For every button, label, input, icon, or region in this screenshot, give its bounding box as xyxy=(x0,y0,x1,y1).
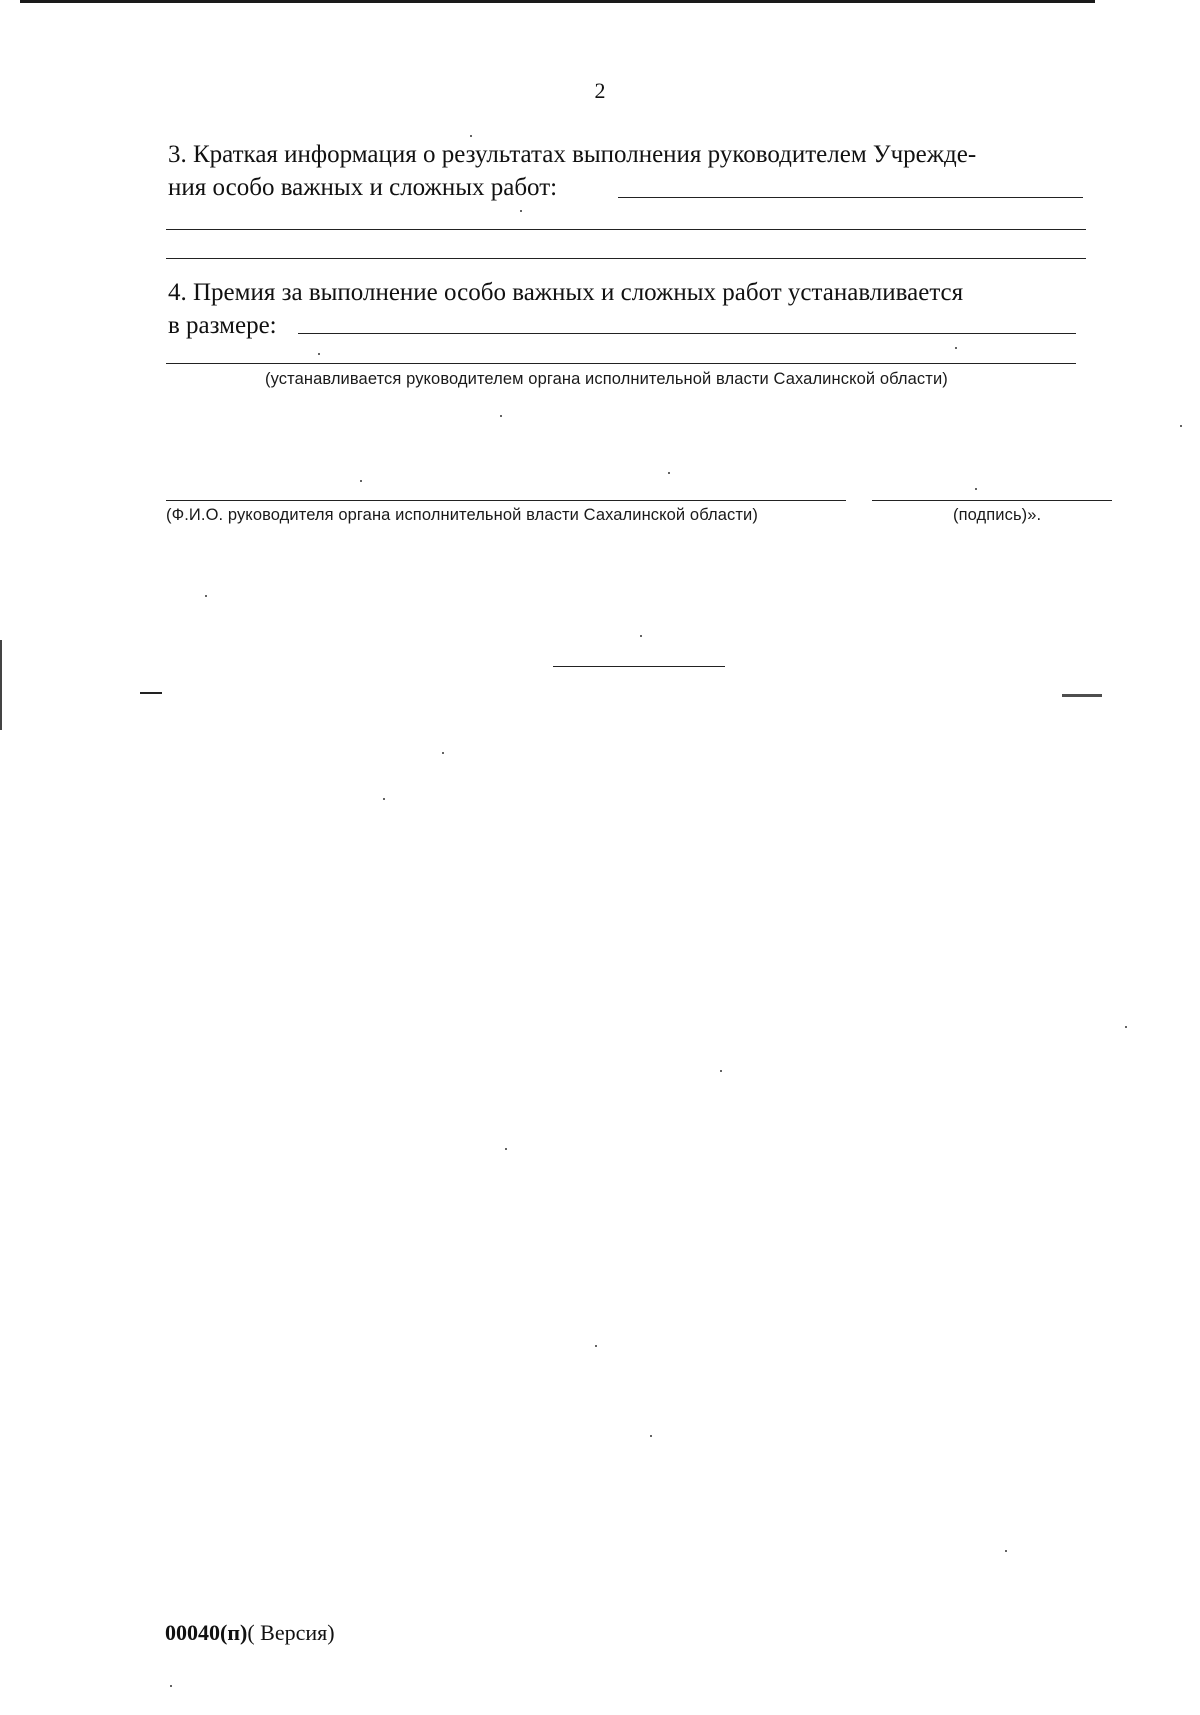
footer-code-version: ( Версия) xyxy=(247,1620,335,1645)
scan-speck xyxy=(955,347,957,349)
page-number: 2 xyxy=(594,78,606,103)
signature-sign-caption: (подпись)». xyxy=(953,506,1042,524)
scan-speck xyxy=(383,798,385,800)
scan-speck xyxy=(505,1148,507,1150)
end-of-text-rule xyxy=(553,666,725,667)
signature-name-line[interactable] xyxy=(166,500,846,501)
scan-speck xyxy=(360,480,362,482)
signature-name-caption: (Ф.И.О. руководителя органа исполнительной власти Сахалинской области) xyxy=(166,506,758,524)
scan-top-border xyxy=(20,0,1095,3)
section-4-line-1: 4. Премия за выполнение особо важных и сложных работ устанавливается xyxy=(168,279,964,306)
scan-speck xyxy=(650,1435,652,1437)
scan-speck xyxy=(442,752,444,754)
scan-speck xyxy=(1180,425,1182,427)
section-3-line-1: 3. Краткая информация о результатах выполнения руководителем Учрежде- xyxy=(168,141,977,168)
scan-speck xyxy=(595,1345,597,1347)
section-3-fill-line-2[interactable] xyxy=(166,229,1086,230)
footer-document-code xyxy=(165,1620,335,1646)
scan-speck xyxy=(668,472,670,474)
scan-speck xyxy=(500,415,502,417)
section-4-line-2-text: в размере: xyxy=(168,312,277,339)
scan-speck xyxy=(975,488,977,490)
scan-speck xyxy=(170,1685,172,1687)
scan-speck xyxy=(720,1070,722,1072)
scan-speck xyxy=(1125,1026,1127,1028)
signature-sign-line[interactable] xyxy=(872,500,1112,501)
section-3-line-2-text: ния особо важных и сложных работ: xyxy=(168,174,558,201)
section-3-paragraph xyxy=(168,138,1083,204)
section-4-fill-line-2[interactable] xyxy=(166,363,1076,364)
scan-speck xyxy=(520,210,522,212)
scan-mark-right xyxy=(1062,694,1102,697)
section-4-caption: (устанавливается руководителем органа исполнительной власти Сахалинской области) xyxy=(265,370,948,388)
section-3-fill-line-3[interactable] xyxy=(166,258,1086,259)
scan-speck xyxy=(640,635,642,637)
section-4-fill-line-1[interactable] xyxy=(298,333,1076,334)
section-3-fill-line-1[interactable] xyxy=(618,197,1083,198)
scan-speck xyxy=(1005,1550,1007,1552)
scan-speck xyxy=(318,353,320,355)
scan-mark-left xyxy=(140,692,162,694)
section-4-line-2 xyxy=(168,309,1083,342)
footer-code-number: 00040(п) xyxy=(165,1620,248,1645)
scan-left-edge-mark xyxy=(0,640,2,730)
scan-speck xyxy=(205,595,207,597)
section-3-line-2 xyxy=(168,171,1083,204)
scan-speck xyxy=(470,135,472,137)
